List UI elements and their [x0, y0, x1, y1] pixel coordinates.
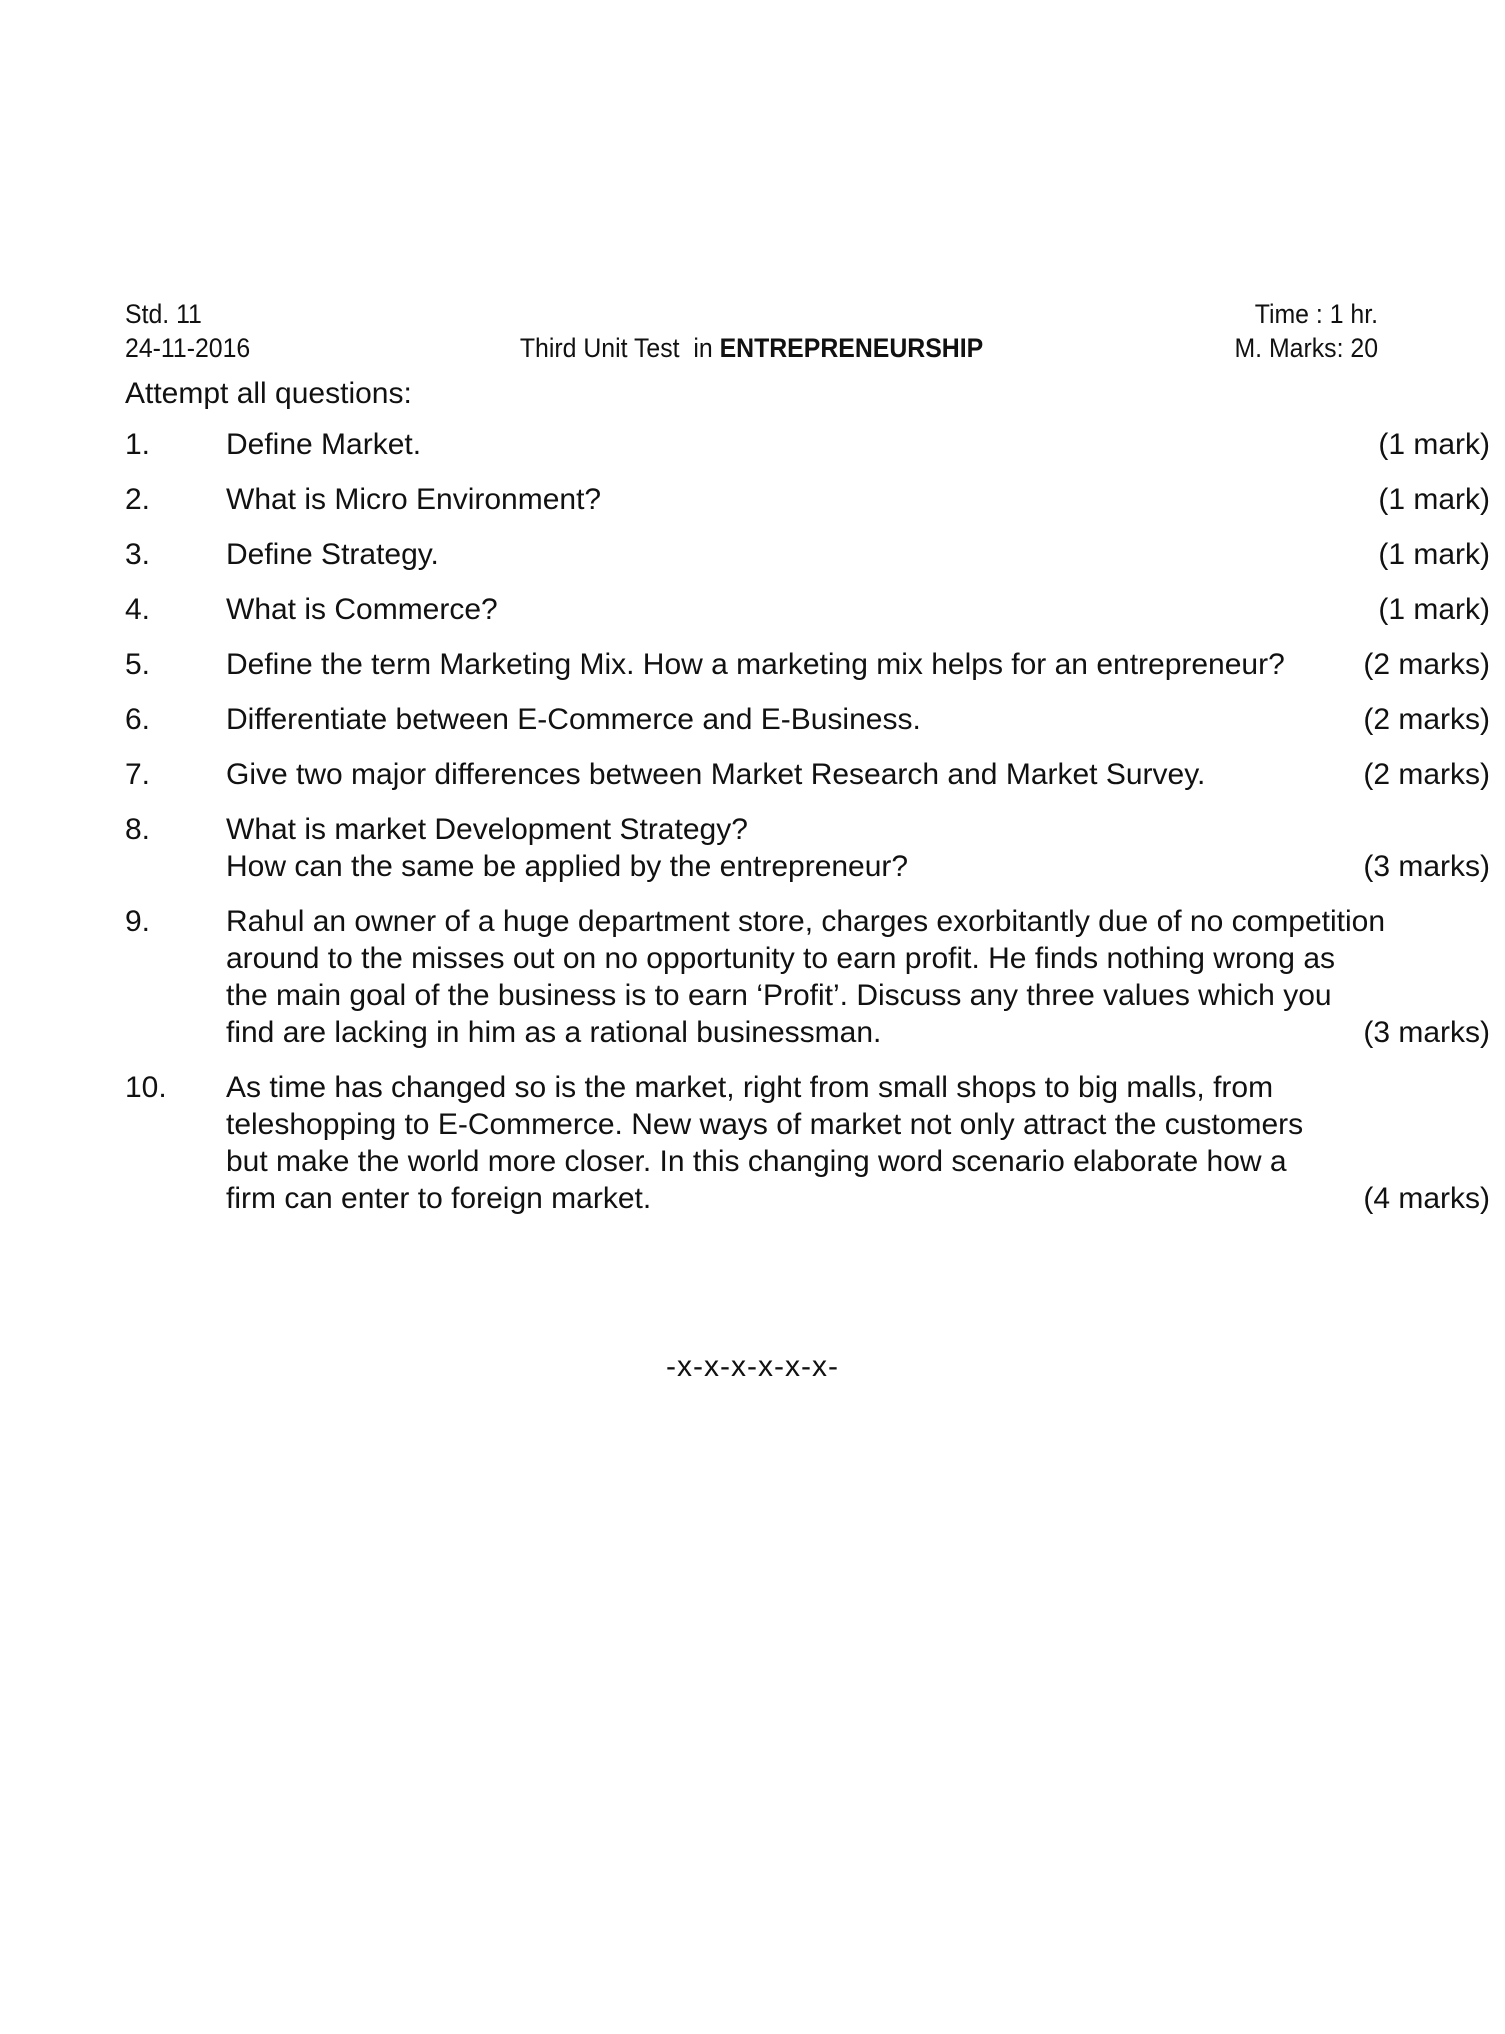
question-text	[226, 536, 1490, 573]
question-text-line: find are lacking in him as a rational businessman.	[226, 1016, 882, 1049]
question-marks: (3 marks)	[1363, 850, 1490, 883]
question-number: 4.	[125, 593, 151, 626]
question-text	[226, 903, 1490, 1051]
question-text-line: Rahul an owner of a huge department store, charges exorbitantly due of no competition	[226, 905, 1386, 938]
question-marks: (2 marks)	[1363, 758, 1490, 791]
exam-subject: ENTREPRENEURSHIP	[719, 333, 984, 363]
question-number: 8.	[125, 813, 151, 846]
question-number: 5.	[125, 648, 151, 681]
standard-label: Std. 11	[125, 299, 202, 329]
question-text-line: Define Strategy.	[226, 538, 439, 571]
question-marks: (4 marks)	[1363, 1182, 1490, 1215]
question-number: 9.	[125, 905, 151, 938]
question-marks: (2 marks)	[1363, 703, 1490, 736]
question-item	[125, 591, 1490, 628]
question-text-line: Give two major differences between Market Research and Market Survey.	[226, 758, 1206, 791]
question-number: 1.	[125, 428, 151, 461]
question-number: 2.	[125, 483, 151, 516]
question-number: 3.	[125, 538, 151, 571]
question-marks: (1 mark)	[1378, 483, 1490, 516]
question-text-line: around to the misses out on no opportunity to earn profit. He finds nothing wrong as	[226, 942, 1336, 975]
question-text-line: Define Market.	[226, 428, 422, 461]
question-item	[125, 1069, 1490, 1217]
question-number: 10.	[125, 1071, 167, 1104]
question-item	[125, 701, 1490, 738]
question-text-line: but make the world more closer. In this changing word scenario elaborate how a	[226, 1145, 1287, 1178]
question-text-line: firm can enter to foreign market.	[226, 1182, 652, 1215]
question-text-line: Define the term Marketing Mix. How a marketing mix helps for an entrepreneur?	[226, 648, 1285, 681]
question-text-line: How can the same be applied by the entrepreneur?	[226, 850, 909, 883]
question-text	[226, 481, 1490, 518]
question-number: 7.	[125, 758, 151, 791]
question-text-line: What is market Development Strategy?	[226, 813, 748, 846]
exam-title	[125, 331, 1378, 365]
question-text-line: the main goal of the business is to earn ‘Profit’. Discuss any three values which you	[226, 979, 1332, 1012]
question-item	[125, 811, 1490, 885]
question-text	[226, 1069, 1490, 1217]
question-text	[226, 811, 1490, 885]
max-marks: M. Marks: 20	[1234, 333, 1379, 363]
question-marks: (1 mark)	[1378, 593, 1490, 626]
question-text	[226, 591, 1490, 628]
question-text-line: Differentiate between E-Commerce and E-Business.	[226, 703, 921, 736]
question-item	[125, 536, 1490, 573]
question-marks: (2 marks)	[1363, 648, 1490, 681]
end-marker: -x-x-x-x-x-x-	[666, 1350, 839, 1383]
exam-time: Time : 1 hr.	[1254, 299, 1379, 329]
question-text	[226, 426, 1490, 463]
paper-header	[125, 297, 1378, 367]
question-item	[125, 756, 1490, 793]
question-text-line: What is Commerce?	[226, 593, 498, 626]
question-text	[226, 701, 1490, 738]
question-item	[125, 903, 1490, 1051]
question-marks: (3 marks)	[1363, 1016, 1490, 1049]
instructions: Attempt all questions:	[125, 377, 412, 410]
question-text	[226, 646, 1490, 683]
question-marks: (1 mark)	[1378, 538, 1490, 571]
question-item	[125, 426, 1490, 463]
question-item	[125, 481, 1490, 518]
question-item	[125, 646, 1490, 683]
exam-date: 24-11-2016	[125, 333, 251, 363]
question-text	[226, 756, 1490, 793]
question-number: 6.	[125, 703, 151, 736]
question-text-line: As time has changed so is the market, right from small shops to big malls, from	[226, 1071, 1274, 1104]
question-marks: (1 mark)	[1378, 428, 1490, 461]
question-text-line: teleshopping to E-Commerce. New ways of market not only attract the customers	[226, 1108, 1304, 1141]
question-text-line: What is Micro Environment?	[226, 483, 602, 516]
question-list	[125, 426, 1490, 1235]
header-right	[1234, 297, 1378, 365]
exam-title-prefix: Third Unit Test in	[519, 333, 720, 363]
